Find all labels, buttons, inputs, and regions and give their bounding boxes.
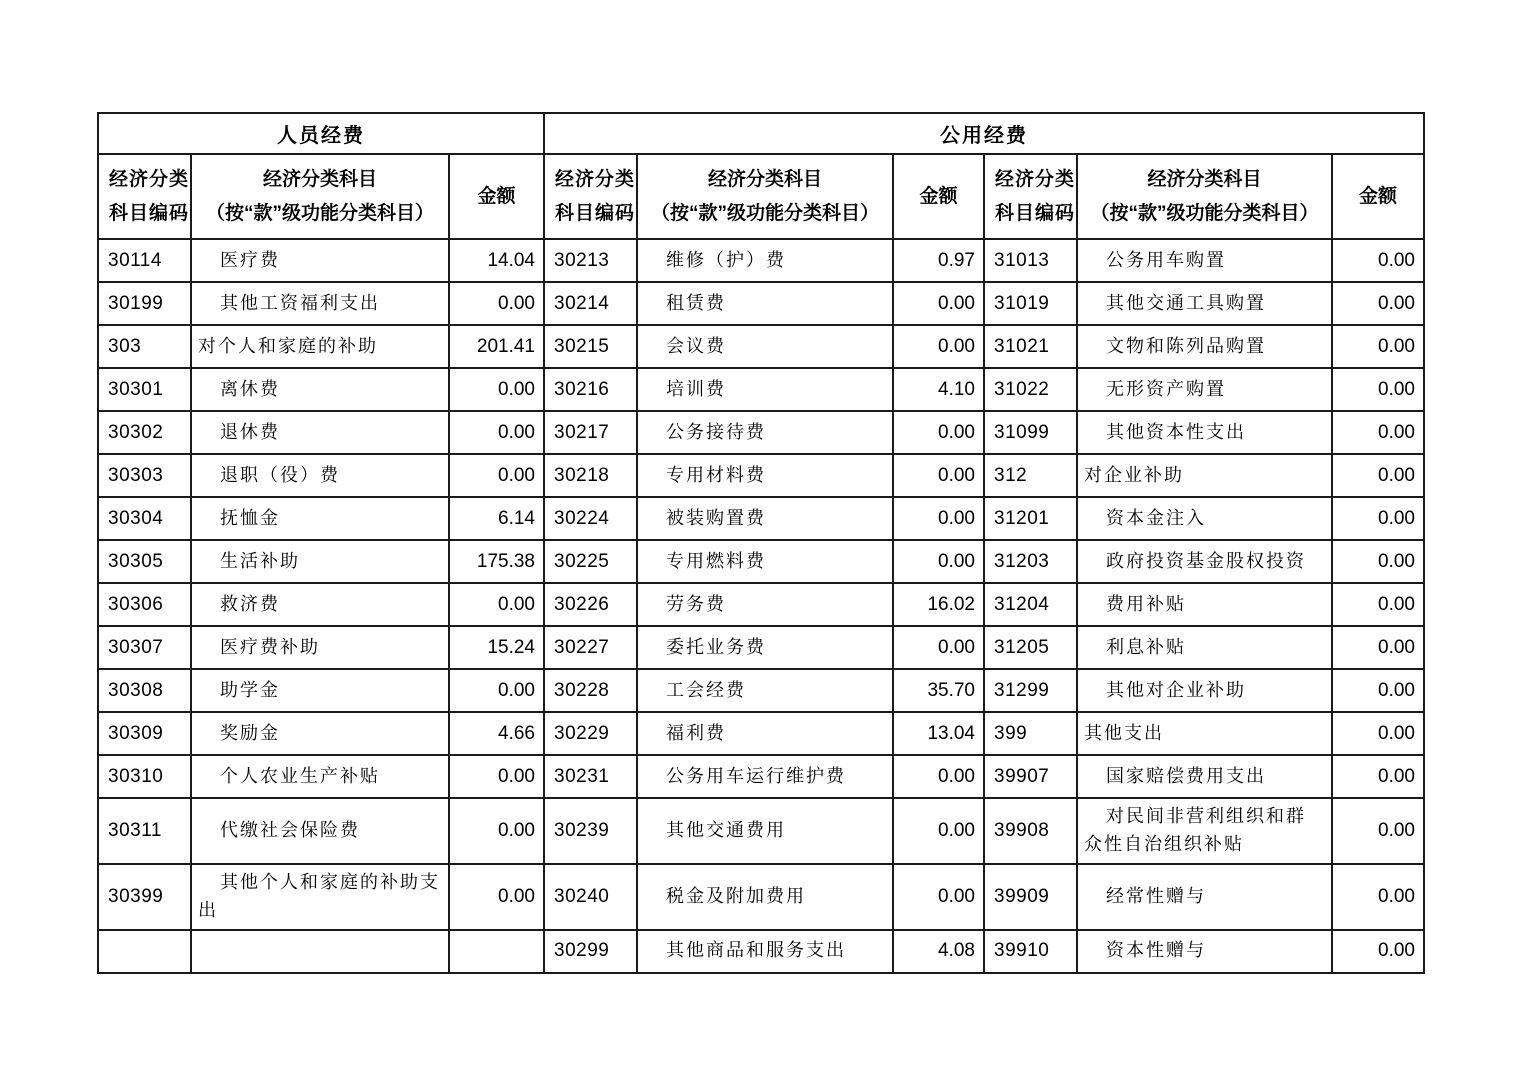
table-row [98, 755, 1424, 798]
subject-text: 退休费 [220, 421, 280, 442]
amount-cell: 0.00 [449, 798, 544, 864]
col-header-code-2-line2: 科目编码 [554, 202, 635, 224]
code-cell: 30308 [98, 669, 191, 712]
subject-cell [1077, 497, 1332, 540]
subject-text: 其他交通费用 [666, 819, 786, 840]
subject-cell [1077, 669, 1332, 712]
amount-cell: 0.00 [1332, 798, 1424, 864]
subject-text: 医疗费补助 [220, 636, 320, 657]
amount-cell: 4.08 [893, 930, 984, 973]
table-row [98, 368, 1424, 411]
code-cell: 30227 [544, 626, 637, 669]
amount-cell: 13.04 [893, 712, 984, 755]
amount-cell: 0.00 [1332, 368, 1424, 411]
subject-text: 资本性赠与 [1106, 940, 1206, 961]
col-header-code-1-line1: 经济分类 [108, 169, 189, 191]
subject-text: 工会经费 [666, 679, 746, 700]
amount-cell: 0.00 [1332, 497, 1424, 540]
table-row [98, 930, 1424, 973]
amount-cell: 0.00 [1332, 930, 1424, 973]
code-cell: 31204 [984, 583, 1077, 626]
amount-cell [449, 930, 544, 973]
subject-cell [637, 626, 893, 669]
code-cell: 31021 [984, 325, 1077, 368]
table-row [98, 798, 1424, 864]
subject-text: 对个人和家庭的补助 [198, 335, 378, 356]
subject-cell [1077, 368, 1332, 411]
subject-cell [191, 411, 449, 454]
code-cell: 31203 [984, 540, 1077, 583]
subject-cell [637, 239, 893, 282]
subject-cell [637, 798, 893, 864]
subject-text: 维修（护）费 [666, 249, 786, 270]
col-header-code-2-line1: 经济分类 [554, 169, 635, 191]
code-cell: 30306 [98, 583, 191, 626]
amount-cell: 201.41 [449, 325, 544, 368]
subject-text: 经常性赠与 [1106, 885, 1206, 906]
subject-cell [637, 755, 893, 798]
code-cell: 30303 [98, 454, 191, 497]
subject-cell [637, 712, 893, 755]
amount-cell: 4.66 [449, 712, 544, 755]
col-header-amount-3: 金额 [1332, 154, 1424, 239]
amount-cell: 0.00 [893, 497, 984, 540]
subject-cell [191, 583, 449, 626]
code-cell: 30229 [544, 712, 637, 755]
amount-cell: 14.04 [449, 239, 544, 282]
code-cell: 30213 [544, 239, 637, 282]
code-cell: 312 [984, 454, 1077, 497]
subject-cell [1077, 239, 1332, 282]
table-row [98, 626, 1424, 669]
subject-cell [1077, 930, 1332, 973]
code-cell: 30224 [544, 497, 637, 540]
subject-cell [637, 368, 893, 411]
subject-text: 会议费 [666, 335, 726, 356]
subject-cell [1077, 712, 1332, 755]
subject-text: 其他支出 [1084, 722, 1164, 743]
subject-text: 奖励金 [220, 722, 280, 743]
code-cell: 30217 [544, 411, 637, 454]
subject-cell [191, 626, 449, 669]
col-header-code-1-line2: 科目编码 [108, 202, 189, 224]
subject-text: 利息补贴 [1106, 636, 1186, 657]
subject-cell [191, 798, 449, 864]
subject-cell [1077, 755, 1332, 798]
amount-cell: 0.00 [893, 454, 984, 497]
code-cell: 30307 [98, 626, 191, 669]
code-cell: 31299 [984, 669, 1077, 712]
amount-cell: 0.00 [893, 411, 984, 454]
code-cell: 30304 [98, 497, 191, 540]
code-cell: 30311 [98, 798, 191, 864]
code-cell: 31201 [984, 497, 1077, 540]
code-cell: 30301 [98, 368, 191, 411]
budget-table [97, 112, 1425, 974]
code-cell: 39910 [984, 930, 1077, 973]
subject-text: 国家赔偿费用支出 [1106, 765, 1266, 786]
subject-cell [191, 712, 449, 755]
subject-text: 救济费 [220, 593, 280, 614]
subject-text: 税金及附加费用 [666, 885, 806, 906]
subject-cell [191, 540, 449, 583]
subject-text: 无形资产购置 [1106, 378, 1226, 399]
col-header-code-2 [544, 154, 637, 239]
amount-cell: 0.00 [449, 454, 544, 497]
subject-text: 其他资本性支出 [1106, 421, 1246, 442]
table-row [98, 864, 1424, 930]
code-cell: 303 [98, 325, 191, 368]
subject-text: 其他交通工具购置 [1106, 292, 1266, 313]
table-row [98, 411, 1424, 454]
subject-cell [1077, 282, 1332, 325]
table-body [98, 239, 1424, 973]
col-header-subject-3-line2: （按“款”级功能分类科目） [1090, 202, 1319, 224]
subject-text: 文物和陈列品购置 [1106, 335, 1266, 356]
subject-cell [191, 669, 449, 712]
col-header-code-3 [984, 154, 1077, 239]
amount-cell: 0.00 [1332, 669, 1424, 712]
code-cell: 39909 [984, 864, 1077, 930]
subject-cell [191, 864, 449, 930]
code-cell: 399 [984, 712, 1077, 755]
subject-cell [637, 325, 893, 368]
subject-cell [1077, 864, 1332, 930]
amount-cell: 0.00 [449, 669, 544, 712]
amount-cell: 0.00 [449, 864, 544, 930]
subject-text: 离休费 [220, 378, 280, 399]
amount-cell: 0.00 [449, 368, 544, 411]
amount-cell: 0.00 [449, 411, 544, 454]
subject-cell [191, 930, 449, 973]
table-row [98, 540, 1424, 583]
subject-text: 资本金注入 [1106, 507, 1206, 528]
amount-cell: 0.00 [1332, 583, 1424, 626]
col-header-subject-2 [637, 154, 893, 239]
subject-cell [637, 282, 893, 325]
amount-cell: 0.00 [893, 282, 984, 325]
subject-text: 政府投资基金股权投资 [1106, 550, 1306, 571]
amount-cell: 15.24 [449, 626, 544, 669]
subject-text: 对民间非营利组织和群众性自治组织补贴 [1084, 806, 1306, 854]
subject-text: 福利费 [666, 722, 726, 743]
code-cell: 30216 [544, 368, 637, 411]
amount-cell: 0.00 [893, 540, 984, 583]
subject-text: 委托业务费 [666, 636, 766, 657]
code-cell: 30299 [544, 930, 637, 973]
col-header-amount-2: 金额 [893, 154, 984, 239]
group-header-personnel: 人员经费 [98, 113, 544, 154]
amount-cell: 0.00 [1332, 282, 1424, 325]
col-header-subject-1-line1: 经济分类科目 [262, 169, 377, 191]
col-header-code-3-line1: 经济分类 [994, 169, 1075, 191]
group-header-public: 公用经费 [544, 113, 1424, 154]
subject-cell [637, 669, 893, 712]
code-cell: 30218 [544, 454, 637, 497]
code-cell: 30226 [544, 583, 637, 626]
subject-text: 租赁费 [666, 292, 726, 313]
subject-cell [191, 755, 449, 798]
code-cell: 30302 [98, 411, 191, 454]
amount-cell: 0.97 [893, 239, 984, 282]
col-header-amount-1: 金额 [449, 154, 544, 239]
subject-cell [191, 239, 449, 282]
code-cell [98, 930, 191, 973]
col-header-subject-1 [191, 154, 449, 239]
table-row [98, 454, 1424, 497]
code-cell: 31019 [984, 282, 1077, 325]
subject-text: 公务接待费 [666, 421, 766, 442]
table-row [98, 282, 1424, 325]
subject-text: 其他对企业补助 [1106, 679, 1246, 700]
amount-cell: 0.00 [893, 798, 984, 864]
amount-cell: 0.00 [1332, 626, 1424, 669]
code-cell: 39908 [984, 798, 1077, 864]
amount-cell: 0.00 [893, 864, 984, 930]
amount-cell: 0.00 [1332, 325, 1424, 368]
subject-cell [191, 368, 449, 411]
amount-cell: 0.00 [893, 626, 984, 669]
subject-cell [637, 930, 893, 973]
table-row [98, 583, 1424, 626]
subject-cell [1077, 540, 1332, 583]
subject-cell [637, 540, 893, 583]
col-header-subject-2-line2: （按“款”级功能分类科目） [650, 202, 879, 224]
code-cell: 30231 [544, 755, 637, 798]
subject-text: 对企业补助 [1084, 464, 1184, 485]
subject-cell [191, 497, 449, 540]
amount-cell: 35.70 [893, 669, 984, 712]
amount-cell: 0.00 [1332, 239, 1424, 282]
table-row [98, 669, 1424, 712]
subject-text: 退职（役）费 [220, 464, 340, 485]
code-cell: 30228 [544, 669, 637, 712]
subject-cell [1077, 798, 1332, 864]
amount-cell: 16.02 [893, 583, 984, 626]
subject-text: 公务用车运行维护费 [666, 765, 846, 786]
code-cell: 39907 [984, 755, 1077, 798]
subject-cell [637, 411, 893, 454]
amount-cell: 4.10 [893, 368, 984, 411]
col-header-subject-3 [1077, 154, 1332, 239]
subject-cell [1077, 626, 1332, 669]
code-cell: 30114 [98, 239, 191, 282]
amount-cell: 0.00 [893, 755, 984, 798]
subject-text: 专用材料费 [666, 464, 766, 485]
table-row [98, 712, 1424, 755]
subject-text: 生活补助 [220, 550, 300, 571]
subject-cell [637, 497, 893, 540]
code-cell: 30215 [544, 325, 637, 368]
amount-cell: 0.00 [1332, 864, 1424, 930]
amount-cell: 0.00 [449, 583, 544, 626]
subject-text: 劳务费 [666, 593, 726, 614]
subject-text: 个人农业生产补贴 [220, 765, 380, 786]
column-header-row [98, 154, 1424, 239]
code-cell: 30225 [544, 540, 637, 583]
subject-text: 被装购置费 [666, 507, 766, 528]
code-cell: 30239 [544, 798, 637, 864]
subject-cell [191, 454, 449, 497]
code-cell: 30305 [98, 540, 191, 583]
code-cell: 31022 [984, 368, 1077, 411]
col-header-subject-3-line1: 经济分类科目 [1147, 169, 1262, 191]
code-cell: 30214 [544, 282, 637, 325]
code-cell: 31099 [984, 411, 1077, 454]
code-cell: 30399 [98, 864, 191, 930]
amount-cell: 0.00 [1332, 712, 1424, 755]
subject-cell [1077, 583, 1332, 626]
col-header-subject-2-line1: 经济分类科目 [707, 169, 822, 191]
subject-text: 医疗费 [220, 249, 280, 270]
col-header-code-1 [98, 154, 191, 239]
subject-text: 专用燃料费 [666, 550, 766, 571]
subject-cell [1077, 325, 1332, 368]
col-header-subject-1-line2: （按“款”级功能分类科目） [205, 202, 434, 224]
subject-cell [637, 583, 893, 626]
table-row [98, 325, 1424, 368]
subject-cell [1077, 411, 1332, 454]
subject-text: 抚恤金 [220, 507, 280, 528]
code-cell: 30240 [544, 864, 637, 930]
subject-text: 培训费 [666, 378, 726, 399]
subject-text: 费用补贴 [1106, 593, 1186, 614]
amount-cell: 175.38 [449, 540, 544, 583]
subject-text: 代缴社会保险费 [220, 819, 360, 840]
code-cell: 30310 [98, 755, 191, 798]
amount-cell: 6.14 [449, 497, 544, 540]
code-cell: 30199 [98, 282, 191, 325]
code-cell: 31205 [984, 626, 1077, 669]
subject-text: 公务用车购置 [1106, 249, 1226, 270]
amount-cell: 0.00 [1332, 454, 1424, 497]
table-row [98, 497, 1424, 540]
subject-cell [637, 864, 893, 930]
subject-cell [191, 282, 449, 325]
group-header-row [98, 113, 1424, 154]
code-cell: 30309 [98, 712, 191, 755]
amount-cell: 0.00 [1332, 411, 1424, 454]
subject-text: 助学金 [220, 679, 280, 700]
col-header-code-3-line2: 科目编码 [994, 202, 1075, 224]
amount-cell: 0.00 [1332, 755, 1424, 798]
amount-cell: 0.00 [1332, 540, 1424, 583]
amount-cell: 0.00 [893, 325, 984, 368]
amount-cell: 0.00 [449, 755, 544, 798]
subject-cell [1077, 454, 1332, 497]
subject-cell [637, 454, 893, 497]
subject-text: 其他个人和家庭的补助支出 [198, 871, 440, 920]
subject-text: 其他工资福利支出 [220, 292, 380, 313]
table-row [98, 239, 1424, 282]
code-cell: 31013 [984, 239, 1077, 282]
amount-cell: 0.00 [449, 282, 544, 325]
subject-cell [191, 325, 449, 368]
subject-text: 其他商品和服务支出 [666, 940, 846, 961]
